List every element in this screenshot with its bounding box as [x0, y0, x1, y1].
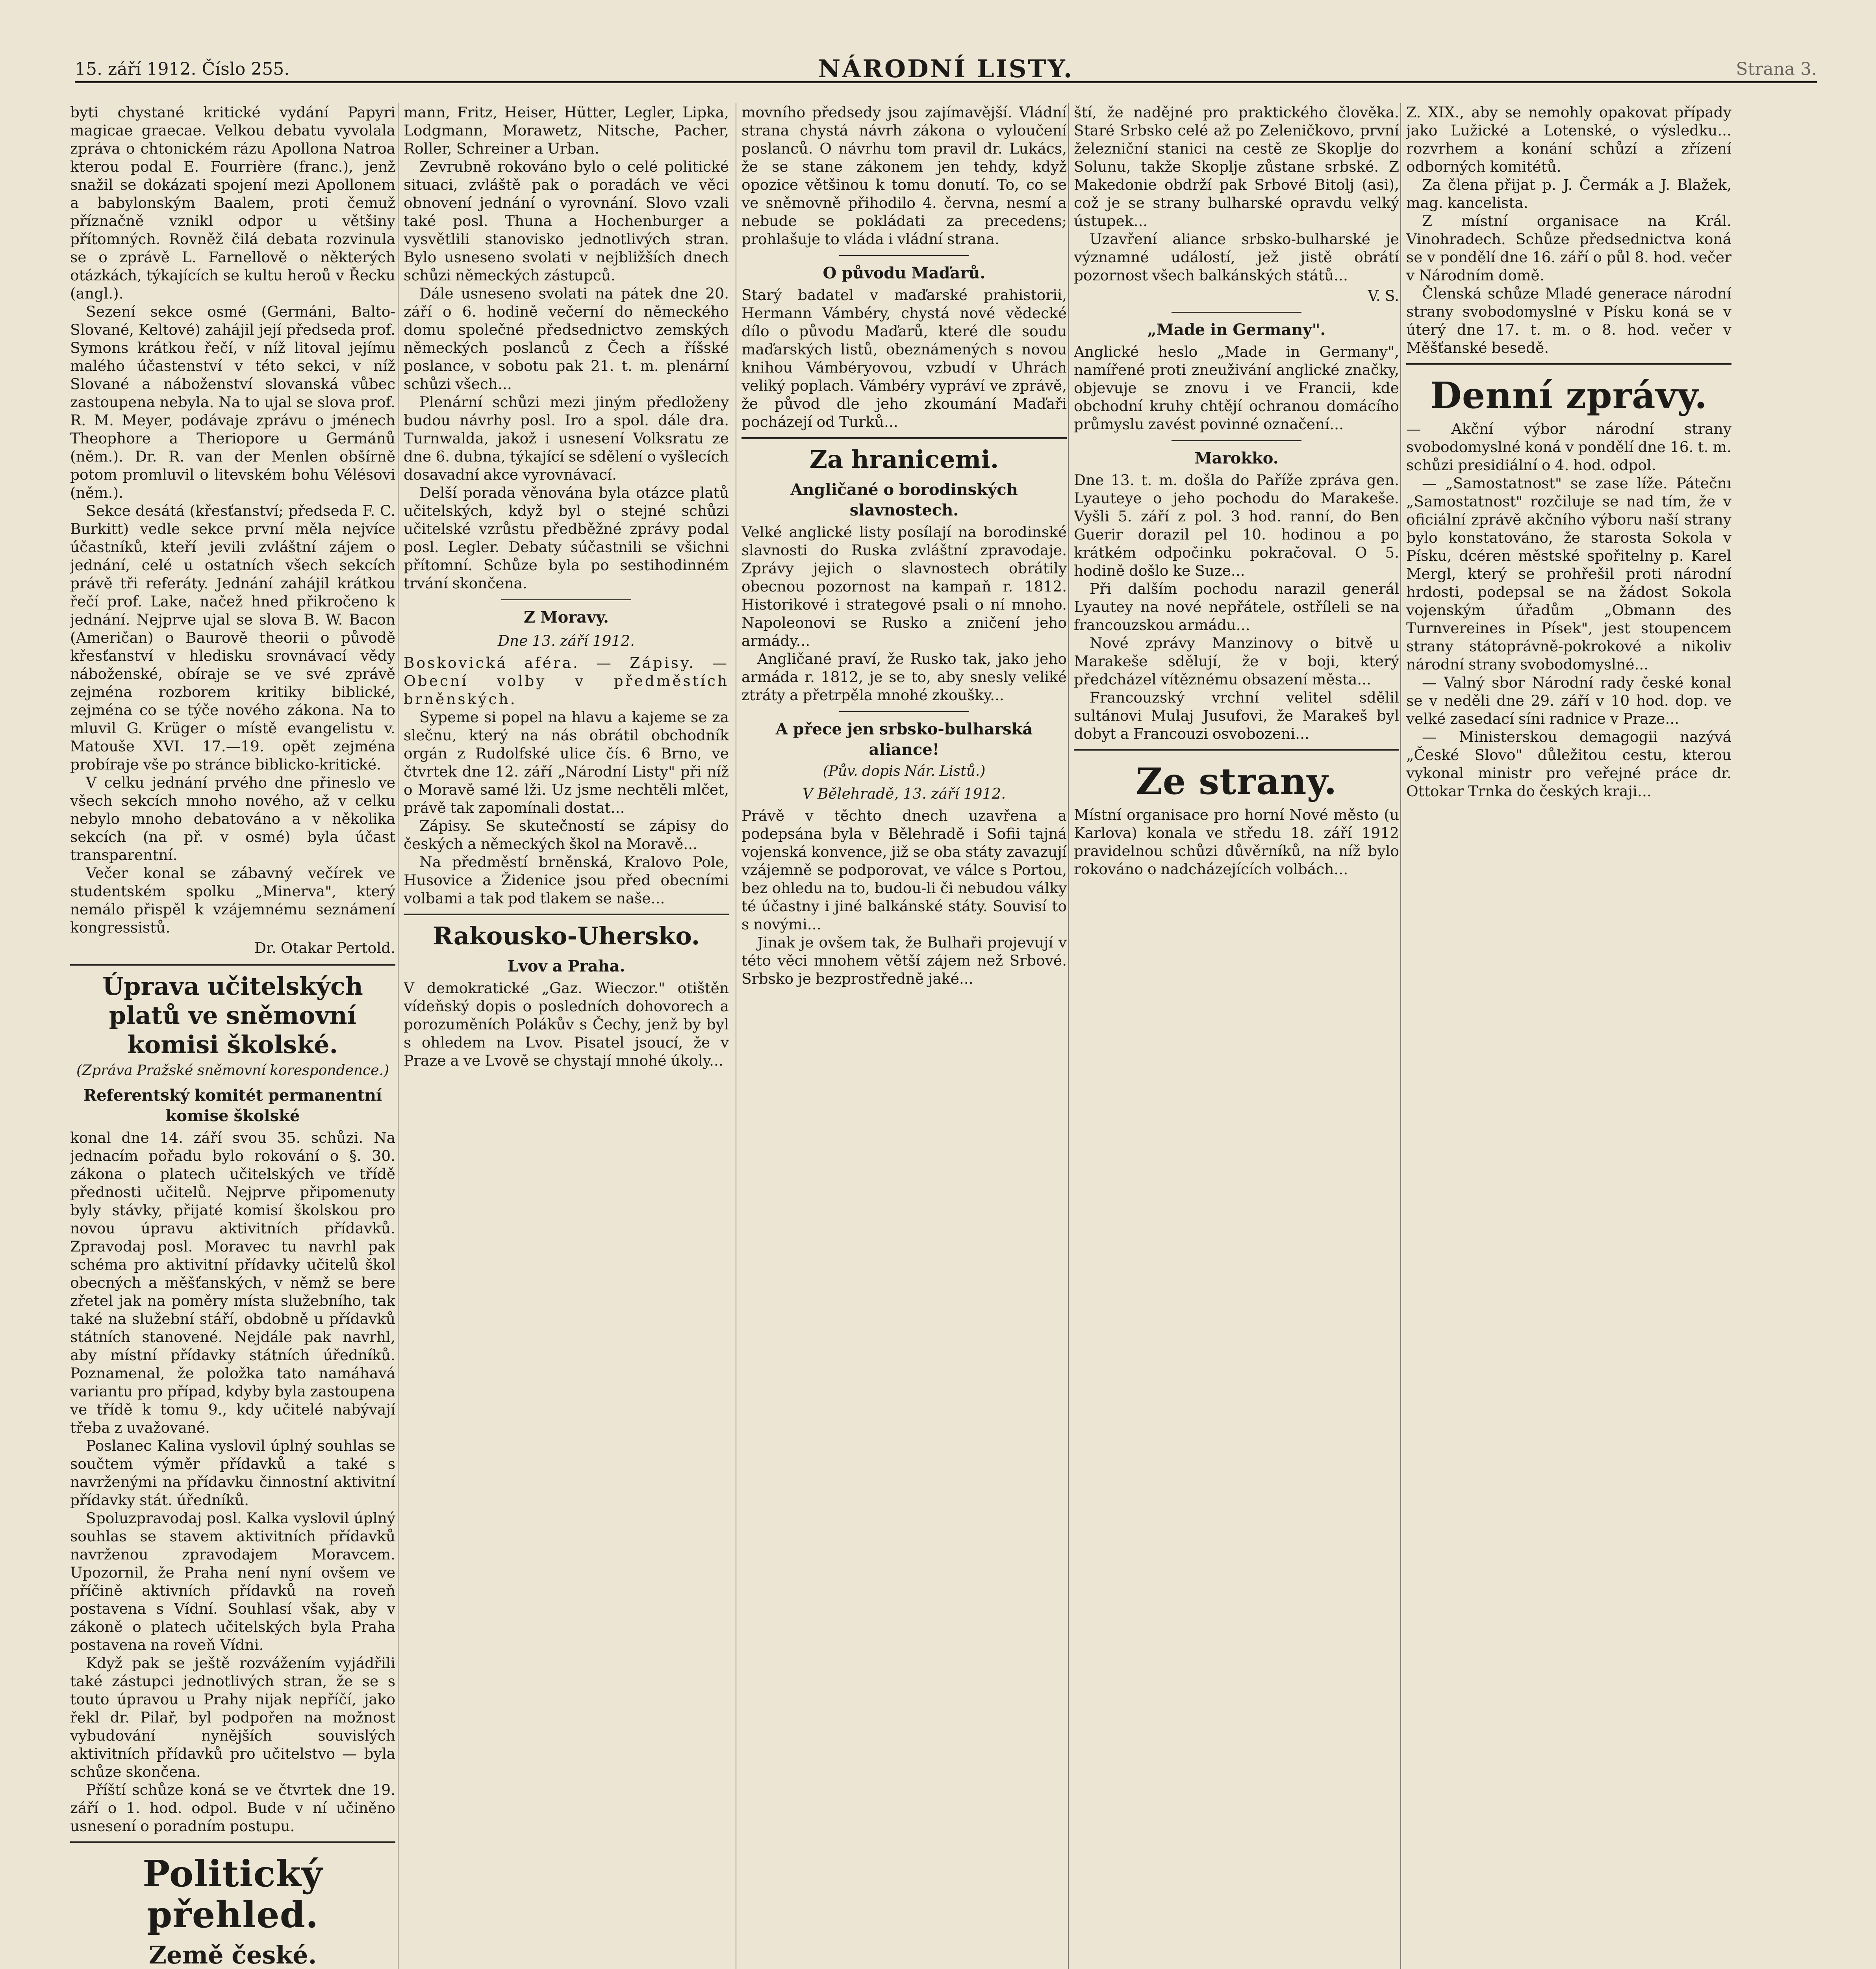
- paragraph: Zevrubně rokováno bylo o celé politické situaci, zvláště pak o poradách ve věci obnovení jednání o vyrovnání. Slovo vzali také posl. Thuna a Hochenburger a vysvětlili stanovisko jednotlivých stran. Bylo usneseno svolati v nejbližších dnech schůzi německých zástupců.: [404, 158, 729, 284]
- column-rule: [398, 103, 399, 1969]
- article-source: (Pův. dopis Nár. Listů.): [823, 763, 986, 779]
- article-headline: Lvov a Praha.: [507, 957, 625, 975]
- paragraph: byti chystané kritické vydání Papyri magicae graecae. Velkou debatu vyvolala zpráva o chtonickém rázu Apollona Natroa kterou podal E. Fourrière (franc.), jenž snažil se dokázati spojení mezi Apollonem a babylonským Baalem, proti čemuž příznačně vznikl odpor u většiny přítomných. Rovněž čilá debata rozvinula se o zprávě L. Farnellově o některých otázkách, týkajících se kultu heroů v Řecku (angl.).: [70, 104, 395, 302]
- section-headline: Ze strany.: [1136, 760, 1337, 803]
- page-number: Strana 3.: [1736, 59, 1817, 79]
- article-headline: Úprava učitelských platů ve sněmovní komisi školské.: [102, 972, 363, 1059]
- paragraph: Spoluzpravodaj posl. Kalka vyslovil úplný souhlas se stavem aktivitních přídavků navrženou zpravodajem Moravcem. Upozornil, že Praha není nyní ovšem ve příčině aktivních přídavků na roveň postavena s Vídní. Souhlasí však, aby v zákoně o platech učitelských byla Praha postavena na roveň Vídni.: [70, 1509, 395, 1654]
- section-divider: [742, 437, 1067, 439]
- column-5: [1406, 103, 1731, 1969]
- section-headline: Denní zprávy.: [1430, 374, 1708, 417]
- paragraph: Jinak je ovšem tak, že Bulhaři projevují v této věci mnohem větší zájem než Srbové. Srbsko je bezprostředně jaké...: [742, 934, 1067, 987]
- byline: V. S.: [1368, 287, 1399, 304]
- paragraph: Dne 13. t. m. došla do Paříže zpráva gen. Lyauteye o jeho pochodu do Marakeše. Vyšli 5. září z pol. 3 hod. ranní, do Ben Guerir dorazil pel 10. hodinou a po krátkém odpočinku pokračoval. O 5. hodině došlo ke Suze...: [1074, 471, 1399, 579]
- paragraph: Když pak se ještě rozvážením vyjádřili také zástupci jednotlivých stran, že se s touto úpravou u Prahy nijak nepříčí, jako řekl dr. Pilař, byl podpořen na možnost vybudování nynějších souvislých aktivitních přídavků pro učitelstvo — byla schůze skončena.: [70, 1654, 395, 1780]
- article-headline: Z Moravy.: [524, 608, 609, 627]
- paragraph: Večer konal se zábavný večírek ve studentském spolku „Minerva", který nemálo přispěl k vzájemnému seznámení kongressistů.: [70, 864, 395, 936]
- paragraph: — Ministerskou demagogii nazývá „České Slovo" důležitou cestu, kterou vykonal ministr pro veřejné práce dr. Ottokar Trnka do českých kraji...: [1406, 728, 1731, 800]
- paragraph: Sekce desátá (křesťanství; předseda F. C. Burkitt) vedle sekce první měla nejvíce účastníků, kteří jevili zvláštní zájem o jednání, celé u ostatních všech sekcích právě tři referáty. Jednání zahájil krátkou řečí prof. Lake, načež hned přikročeno k jednání. Nejprve ujal se slova B. W. Bacon (Američan) o Baurově theorii o původě křesťanství v hledisku srovnávací vědy náboženské, obíraje se ve své zprávě zejména rozborem kritiky biblické, zejména co se týče nového zákona. Na to mluvil G. Krüger o místě evangelistu v. Matouše XVI. 17.—19. opět zejména probíraje vše po stránce biblicko-kritické.: [70, 502, 395, 773]
- section-headline: Za hranicemi.: [809, 445, 999, 474]
- column-rule: [1400, 103, 1401, 1969]
- paragraph: Velké anglické listy posílají na borodinské slavnosti do Ruska zvláštní zpravodaje. Zprávy jejich o slavnostech obrátily obecnou pozornost na kampaň r. 1812. Historikové i strategové psali o ní mnoho. Napoleonovi se Rusko a zničení jeho armády...: [742, 523, 1067, 649]
- paragraph: Starý badatel v maďarské prahistorii, Hermann Vámbéry, chystá nové vědecké dílo o původu Maďarů, které dle soudu maďarských listů, obeznámených s novou knihou Vámbéryovou, vzbudí v Uhrách veliký poplach. Vámbéry vypráví ve zprávě, že původ dle jeho zkoumání Maďaři pocházejí od Turků...: [742, 286, 1067, 430]
- section-headline: Politický přehled.: [143, 1852, 323, 1936]
- paragraph: Z místní organisace na Král. Vinohradech. Schůze předsednictva koná se v pondělí dne 16. září o půl 8. hod. večer v Národním domě.: [1406, 212, 1731, 284]
- divider: [839, 255, 969, 256]
- paragraph: Plenární schůzi mezi jiným předloženy budou návrhy posl. Iro a spol. dále dra. Turnwalda, jakož i usnesení Volksratu ze dne 6. dubna, týkající se sdělení o vyšlecích dosavadní akce vyrovnávací.: [404, 393, 729, 483]
- paragraph: konal dne 14. září svou 35. schůzi. Na jednacím pořadu bylo rokování o §. 30. zákona o platech učitelských ve třídě přednosti učitelů. Nejprve připomenuty byly stávky, přijaté komisí školskou pro novou úpravu aktivitních přídavků. Zpravodaj posl. Moravec tu navrhl pak schéma pro aktivitní přídavky učitelů škol obecných a měšťanských, v němž se bere zřetel jak na poměry místa služebního, tak také na služební stáří, obdobně u přídavků státních stanovené. Nejdále pak navrhl, aby místní přídavky státních úředníků. Poznamenal, že položka tato namáhavá variantu pro případ, kdyby byla zastoupena ve třídě k tomu 9., kdy učitelé nabývají třeba z uvažované.: [70, 1129, 395, 1436]
- paragraph: Zápisy. Se skutečností se zápisy do českých a německých škol na Moravě...: [404, 817, 729, 853]
- paragraph: V demokratické „Gaz. Wieczor." otištěn vídeňský dopis o posledních dohovorech a porozuměních Polákův s Čechy, jenž by byl s ohledem na Lvov. Pisatel jsoucí, že v Praze a ve Lvově se chystají mnohé úkoly...: [404, 979, 729, 1069]
- paragraph: Místní organisace pro horní Nové město (u Karlova) konala ve středu 18. září 1912 pravidelnou schůzi důvěrníků, na níž bylo rokováno o nadcházejících volbách...: [1074, 806, 1399, 878]
- paragraph: Poslanec Kalina vyslovil úplný souhlas se součtem výměr přídavků a také s navrženými na přídavku činnostní aktivitní přídavky stát. úředníků.: [70, 1437, 395, 1509]
- paragraph: Angličané praví, že Rusko tak, jako jeho armáda r. 1812, je se to, aby snesly veliké ztráty a přetrpěla mnohé zkoušky...: [742, 650, 1067, 704]
- article-subheadline: Referentský komitét permanentní komise školské: [83, 1086, 382, 1125]
- paragraph: Nové zprávy Manzinovy o bitvě u Marakeše sdělují, že v boji, který předcházel vítěznému obsazení města...: [1074, 634, 1399, 688]
- paragraph: Při dalším pochodu narazil generál Lyautey na nové nepřátele, ostříleli se na francouzskou armádu...: [1074, 580, 1399, 634]
- paragraph: Dále usneseno svolati na pátek dne 20. září o 6. hodině večerní do německého domu společné předsednictvo zemských německých poslanců z Čech a říšské poslance, v sobotu pak 21. t. m. plenární schůzi všech...: [404, 285, 729, 393]
- paragraph: mann, Fritz, Heiser, Hütter, Legler, Lipka, Lodgmann, Morawetz, Nitsche, Pacher, Roller, Schreiner a Urban.: [404, 104, 729, 157]
- paragraph: Sezení sekce osmé (Germáni, Balto-Slované, Keltové) zahájil její předseda prof. Symons krátkou řečí, v níž litoval jejímu malého účastenství v této sekci, v níž Slované a náboženství slovanská vůbec zastoupena nebyla. Na to ujal se slova prof. R. M. Meyer, podávaje zprávu o jménech Theophore a Theriopore u Germánů (něm.). Dr. R. van der Menlen obšírně potom promluvil o litevském bohu Vélésovi (něm.).: [70, 303, 395, 501]
- article-headline: „Made in Germany".: [1147, 321, 1326, 339]
- paragraph: Uzavření aliance srbsko-bulharské je významné událostí, jež jistě obrátí pozornost všech balkánských států...: [1074, 230, 1399, 284]
- column-3: [742, 103, 1067, 1969]
- paragraph: — „Samostatnost" se zase líže. Pátečnı „Samostatnost" rozčiluje se nad tím, že v oficiální zprávě akčního výboru naší strany bylo konstatováno, že starosta Sokola v Písku, dcéren městské spořitelny p. Karel Mergl, který se prohřešil proti národní hrdosti, podepsal se na žádost Sokola vojenským úřadům „Obmann des Turnvereines in Písek", jest stoupencem strany státoprávně-pokrokové a nikoliv národní strany svobodomyslné...: [1406, 475, 1731, 673]
- masthead-title: NÁRODNÍ LISTY.: [818, 54, 1074, 83]
- article-source: (Zpráva Pražské sněmovní korespondence.): [76, 1062, 389, 1079]
- paragraph: Příští schůze koná se ve čtvrtek dne 19. září o 1. hod. odpol. Bude v ní učiněno usnesení o poradním postupu.: [70, 1781, 395, 1835]
- paragraph: Za člena přijat p. J. Čermák a J. Blažek, mag. kancelista.: [1406, 176, 1731, 211]
- issue-date: 15. září 1912. Číslo 255.: [75, 59, 290, 79]
- paragraph: ští, že nadějné pro praktického člověka. Staré Srbsko celé až po Zeleničkovo, první železniční stanici na cestě ze Skoplje do Solunu, takže Skoplje zůstane srbské. Z Makedonie obdrží pak Srbové Bitolj (asi), což je se strany bulharské opravdu velký ústupek...: [1074, 104, 1399, 230]
- section-divider: [1074, 749, 1399, 751]
- dateline: Dne 13. září 1912.: [497, 632, 635, 649]
- divider: [839, 711, 969, 712]
- column-4: [1074, 103, 1399, 1969]
- byline: Dr. Otakar Pertold.: [254, 939, 395, 957]
- paragraph: movního předsedy jsou zajímavější. Vládní strana chystá návrh zákona o vyloučení poslanců. O návrhu tom pravil dr. Lukács, že se stane zákonem jen tehdy, když opozice většinou k tomu donutí. To, co se ve sněmovně přihodilo 4. června, nesmí a nebude se pokládati za precedens; prohlašuje to vláda i vládní strana.: [742, 104, 1067, 248]
- article-headline: Angličané o borodinských slavnostech.: [790, 480, 1018, 519]
- section-subheadline: Země české.: [148, 1941, 317, 1969]
- column-1: [70, 103, 395, 1969]
- section-headline: Rakousko-Uhersko.: [432, 921, 700, 950]
- column-2: [404, 103, 729, 1969]
- paragraph: Z. XIX., aby se nemohly opakovat případy jako Lužické a Lotenské, o výsledku... rozvrhem a konání schůzí a zřízení odborných komitétů.: [1406, 104, 1731, 175]
- paragraph: Francouzský vrchní velitel sdělil sultánovi Mulaj Jusufovi, že Marakeš byl dobyt a Francouzi osvobozeni...: [1074, 689, 1399, 742]
- divider: [1172, 312, 1301, 313]
- paragraph: Boskovická aféra. — Zápisy. — Obecní volby v předměstích brněnských.: [404, 654, 729, 708]
- dateline: V Bělehradě, 13. září 1912.: [802, 785, 1006, 802]
- paragraph: Delší porada věnována byla otázce platů učitelských, když byl o stejné schůzi učitelské vzrůstu předběžné zprávy podal posl. Legler. Debaty súčastnili se všichni přítomní. Schůze byla po sestihodinném trvání skončena.: [404, 484, 729, 592]
- paragraph: Na předměstí brněnská, Kralovo Pole, Husovice a Židenice jsou před obecními volbami a tak pod tlakem se naše...: [404, 853, 729, 907]
- article-headline: A přece jen srbsko-bulharská aliance!: [775, 720, 1033, 759]
- paragraph: — Akční výbor národní strany svobodomyslné koná v pondělí dne 16. t. m. schůzi presidiální o 4. hod. odpol.: [1406, 420, 1731, 474]
- paragraph: Právě v těchto dnech uzavřena a podepsána byla v Bělehradě i Sofii tajná vojenská konvence, již se oba státy zavazují vzájemně se podporovat, ve válce s Portou, bez ohledu na to, budou-li či nebudou války té účastny i jiné balkánské státy. Souvisí to s novými...: [742, 807, 1067, 933]
- section-divider: [1406, 363, 1731, 365]
- paragraph: Sypeme si popel na hlavu a kajeme se za slečnu, který na nás obrátil obchodník orgán z Rudolfské ulice čís. 6 Brno, ve čtvrtek dne 12. září „Národní Listy" při níž o Moravě samé lži. Uz jsme nechtěli mlčet, právě tak zapomínali dostat...: [404, 708, 729, 816]
- paragraph: V celku jednání prvého dne přineslo ve všech sekcích mnoho nového, až v celku nebylo mnoho debatováno a v několika sekcích (na př. v osmé) byla účast transparentní.: [70, 774, 395, 864]
- article-headline: O původu Maďarů.: [823, 264, 986, 282]
- section-divider: [404, 914, 729, 915]
- divider: [501, 599, 631, 600]
- divider: [1172, 440, 1301, 441]
- page-header: [75, 54, 1817, 83]
- column-rule: [1068, 103, 1069, 1969]
- section-divider: [70, 964, 395, 966]
- paragraph: — Valný sbor Národní rady české konal se v neděli dne 29. září v 10 hod. dop. ve velké zasedací síni radnice v Praze...: [1406, 674, 1731, 727]
- paragraph: Anglické heslo „Made in Germany", namířené proti zneuživání anglické značky, objevuje se znovu i ve Francii, kde obchodní kruhy chtějí ochranou domácího průmyslu zavést povinné označení...: [1074, 343, 1399, 433]
- section-divider: [70, 1841, 395, 1843]
- article-headline: Marokko.: [1194, 449, 1279, 467]
- paragraph: Členská schůze Mladé generace národní strany svobodomyslné v Písku koná se v úterý dne 17. t. m. o 8. hod. večer v Měšťanské besedě.: [1406, 285, 1731, 356]
